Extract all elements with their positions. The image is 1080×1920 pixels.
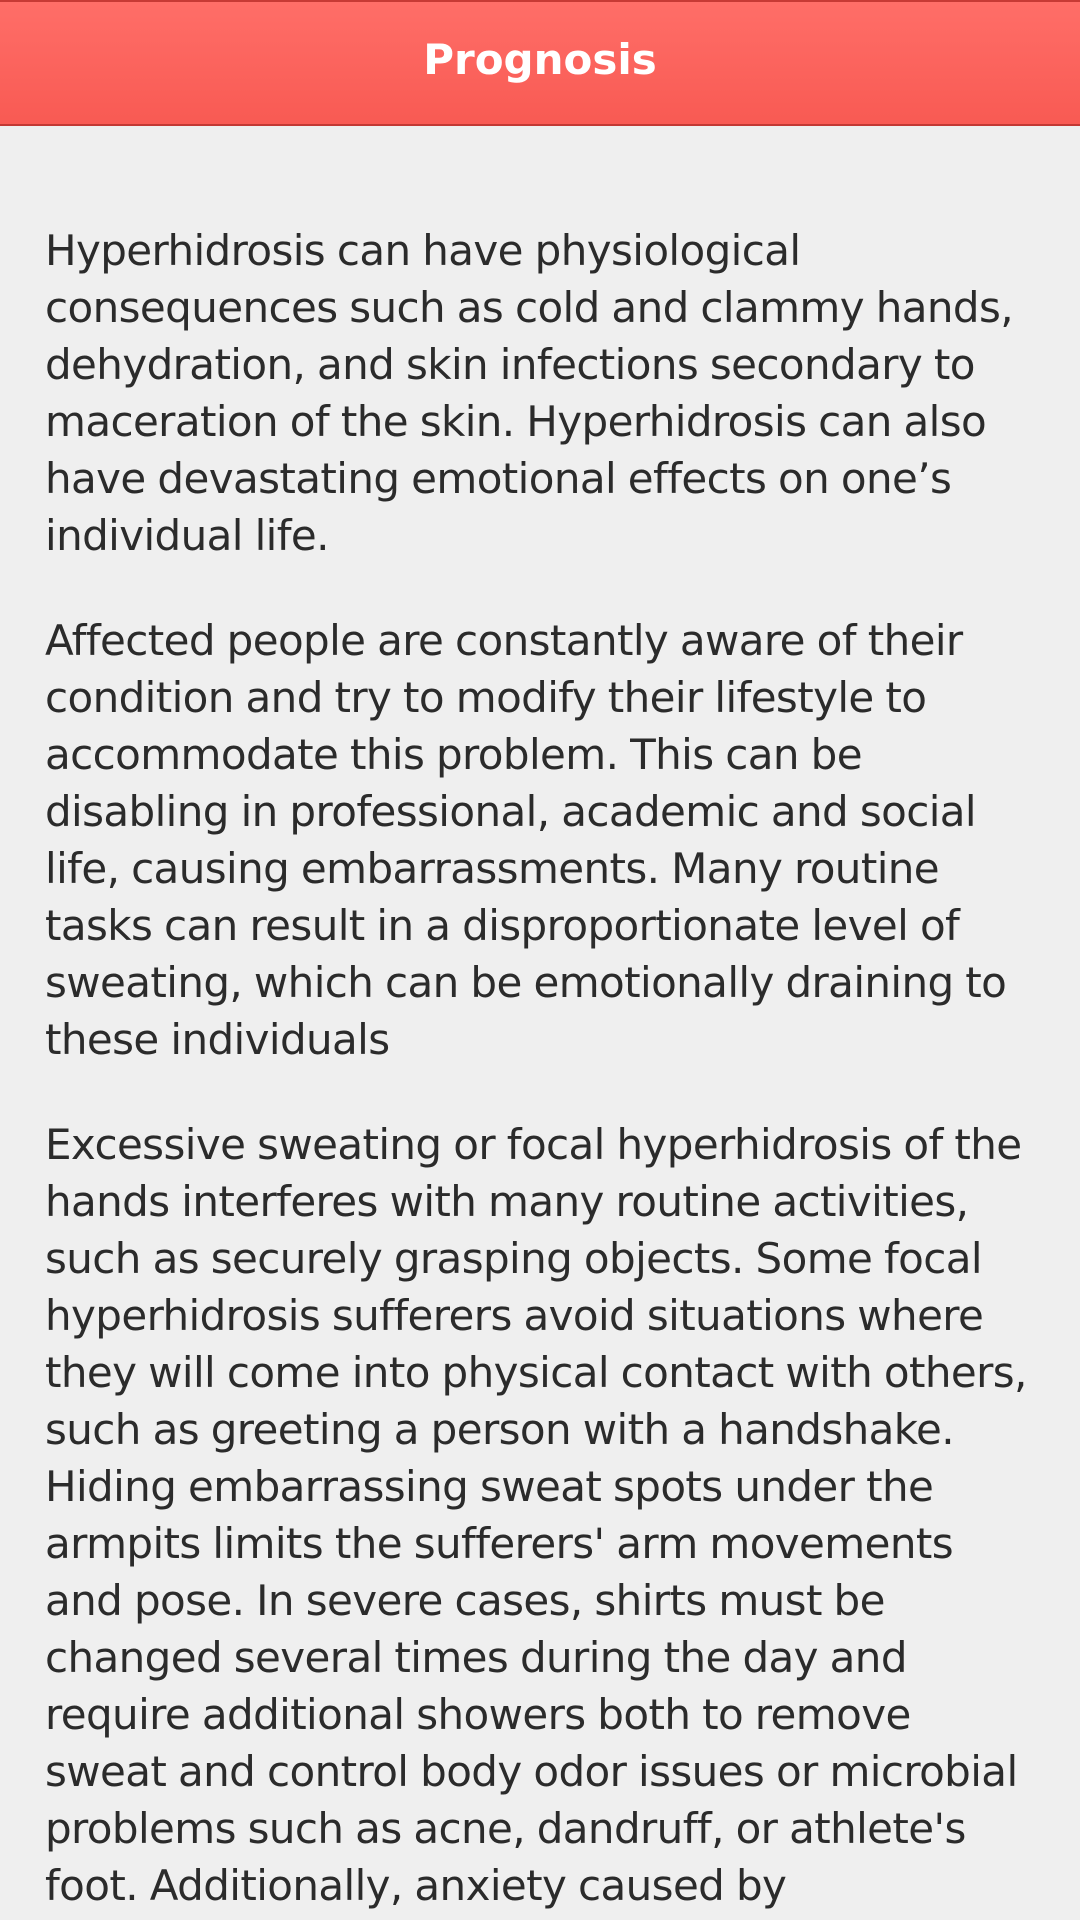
paragraph-physiological-consequences: Hyperhidrosis can have physiological consequences such as cold and clammy hands, dehydration, and skin infections secondary to maceration of the skin. Hyperhidrosis can also have devastating emotional effects on one’s individual life. (45, 226, 1013, 560)
paragraph-lifestyle-impact: Affected people are constantly aware of their condition and try to modify their lifestyle to accommodate this problem. This can be disabling in professional, academic and social life, causing embarrassments. Many routine tasks can result in a disproportionate level of sweating, which can be emotionally draining to these individuals (45, 616, 1007, 1064)
page-title: Prognosis (423, 34, 657, 84)
paragraph-focal-hyperhidrosis: Excessive sweating or focal hyperhidrosis of the hands interferes with many routine activities, such as securely grasping objects. Some focal hyperhidrosis sufferers avoid situations where they will come into physical contact with others, such as greeting a person with a handshake. Hiding embarrassing sweat spots under the armpits limits the sufferers' arm movements and pose. In severe cases, shirts must be changed several times during the day and require additional showers both to remove sweat and control body odor issues or microbial problems such as acne, dandruff, or athlete's foot. Additionally, anxiety caused by (45, 1120, 1027, 1910)
article-content[interactable] (45, 222, 1035, 1920)
app-bar (0, 0, 1080, 126)
